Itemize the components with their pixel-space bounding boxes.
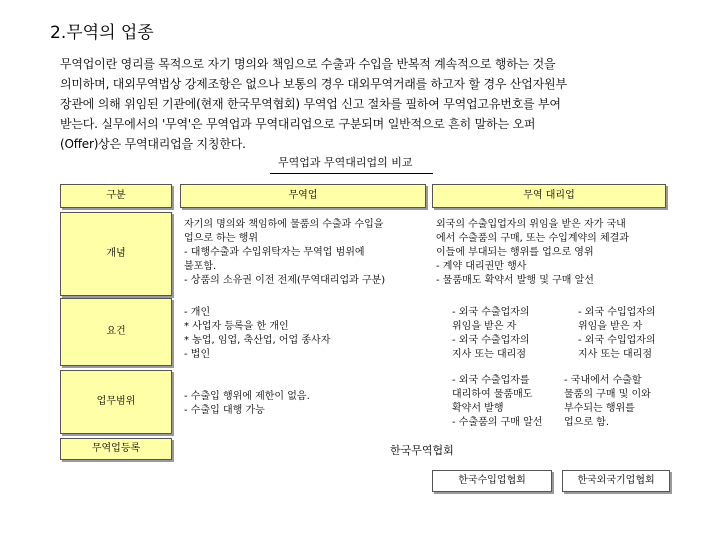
scope-agency-export-text: [448, 372, 572, 434]
text-line: - 개인: [184, 307, 211, 318]
header-agency-label: 무역 대리업: [523, 190, 575, 201]
text-line: - 외국 수입업자의: [578, 307, 656, 318]
header-category-label: 구분: [106, 190, 126, 201]
text-line: - 대행수출과 수입위탁자는 무역업 범위에: [184, 247, 365, 258]
concept-trade-text: [180, 216, 430, 292]
intro-line: 장관에 의해 위임된 기관에(현재 한국무역협회) 무역업 신고 절차를 필하여 무역업고유번호를 부여: [60, 97, 561, 111]
row-label-text: 요건: [106, 326, 126, 337]
registration-import-assoc: [432, 470, 552, 492]
page-title: 2.무역의 업종: [50, 23, 154, 43]
intro-line: 무역업이란 영리를 목적으로 자기 명의와 책임으로 수출과 수입을 반복적 계속적으로 행하는 것을: [60, 57, 556, 71]
text-line: - 상품의 소유권 이전 전제(무역대리업과 구분): [184, 275, 386, 286]
text-line: 대리하여 물품매도: [452, 389, 533, 400]
text-line: 자기의 명의와 책임하에 물품의 수출과 수입을: [184, 219, 384, 230]
row-label-text: 업무범위: [96, 396, 136, 407]
text-line: * 농업, 임업, 축산업, 어업 종사자: [184, 335, 331, 346]
text-line: - 계약 대리권만 행사: [436, 261, 527, 272]
text-line: 이들에 부대되는 행위를 업으로 영위: [436, 247, 594, 258]
intro-line: (Offer)상은 무역대리업을 지칭한다.: [60, 137, 246, 151]
text-line: 업으로 하는 행위: [184, 233, 258, 244]
scope-agency-import-text: [560, 372, 670, 434]
header-trade: [180, 184, 426, 208]
text-line: - 수출입 대행 가능: [184, 405, 265, 416]
header-agency: [432, 184, 666, 208]
text-line: 확약서 발행: [452, 403, 504, 414]
text-line: 위임을 받은 자: [578, 321, 643, 332]
text-line: 지사 또는 대리점: [452, 349, 526, 360]
scope-trade-text: [180, 388, 430, 422]
text-line: - 외국 수출업자를: [452, 375, 530, 386]
text-line: 에서 수출품의 구매, 또는 수입계약의 체결과: [436, 233, 629, 244]
text-line: 물품의 구매 및 이와: [564, 389, 651, 400]
table-caption: 무역업과 무역대리업의 비교: [278, 156, 413, 169]
header-trade-label: 무역업: [288, 190, 318, 201]
intro-line: 받는다. 실무에서의 '무역'은 무역업과 무역대리업으로 구분되며 일반적으로 흔히 말하는 오퍼: [60, 117, 536, 131]
text-line: 지사 또는 대리점: [578, 349, 652, 360]
intro-line: 의미하며, 대외무역법상 강제조항은 없으나 보통의 경우 대외무역거래를 하고자 할 경우 산업자원부: [60, 77, 567, 91]
text-line: - 외국 수출업자의: [452, 307, 530, 318]
header-category: [60, 184, 172, 208]
requirements-agency-import-text: [574, 304, 674, 364]
requirements-agency-export-text: [448, 304, 572, 364]
text-line: 위임을 받은 자: [452, 321, 517, 332]
row-label-registration: [60, 438, 172, 460]
text-line: * 사업자 등록을 한 개인: [184, 321, 289, 332]
row-label-requirements: [60, 298, 172, 366]
row-label-scope: [60, 370, 172, 434]
text-line: - 법인: [184, 349, 211, 360]
registration-trade-assoc: 한국무역협회: [390, 444, 454, 457]
text-line: - 물품매도 확약서 발행 및 구매 알선: [436, 275, 594, 286]
import-assoc-label: 한국수입업협회: [458, 475, 526, 486]
text-line: 부수되는 행위를: [564, 403, 635, 414]
text-line: - 외국 수입업자의: [578, 335, 656, 346]
intro-paragraph: [60, 54, 700, 154]
text-line: - 수출품의 구매 알선: [452, 417, 543, 428]
registration-foreign-assoc: [562, 470, 670, 492]
foreign-assoc-label: 한국외국기업협회: [577, 475, 655, 486]
text-line: 업으로 함.: [564, 417, 609, 428]
requirements-trade-text: [180, 304, 430, 364]
row-label-text: 무역업등록: [91, 443, 141, 454]
row-label-concept: [60, 212, 172, 296]
concept-agency-text: [432, 216, 670, 292]
text-line: 외국의 수출입업자의 위임을 받은 자가 국내: [436, 219, 626, 230]
caption-underline: [270, 173, 433, 174]
text-line: - 국내에서 수출할: [564, 375, 642, 386]
text-line: - 수출입 행위에 제한이 없음.: [184, 391, 310, 402]
row-label-text: 개념: [106, 248, 126, 259]
text-line: - 외국 수출업자의: [452, 335, 530, 346]
text-line: 불포함.: [184, 261, 217, 272]
